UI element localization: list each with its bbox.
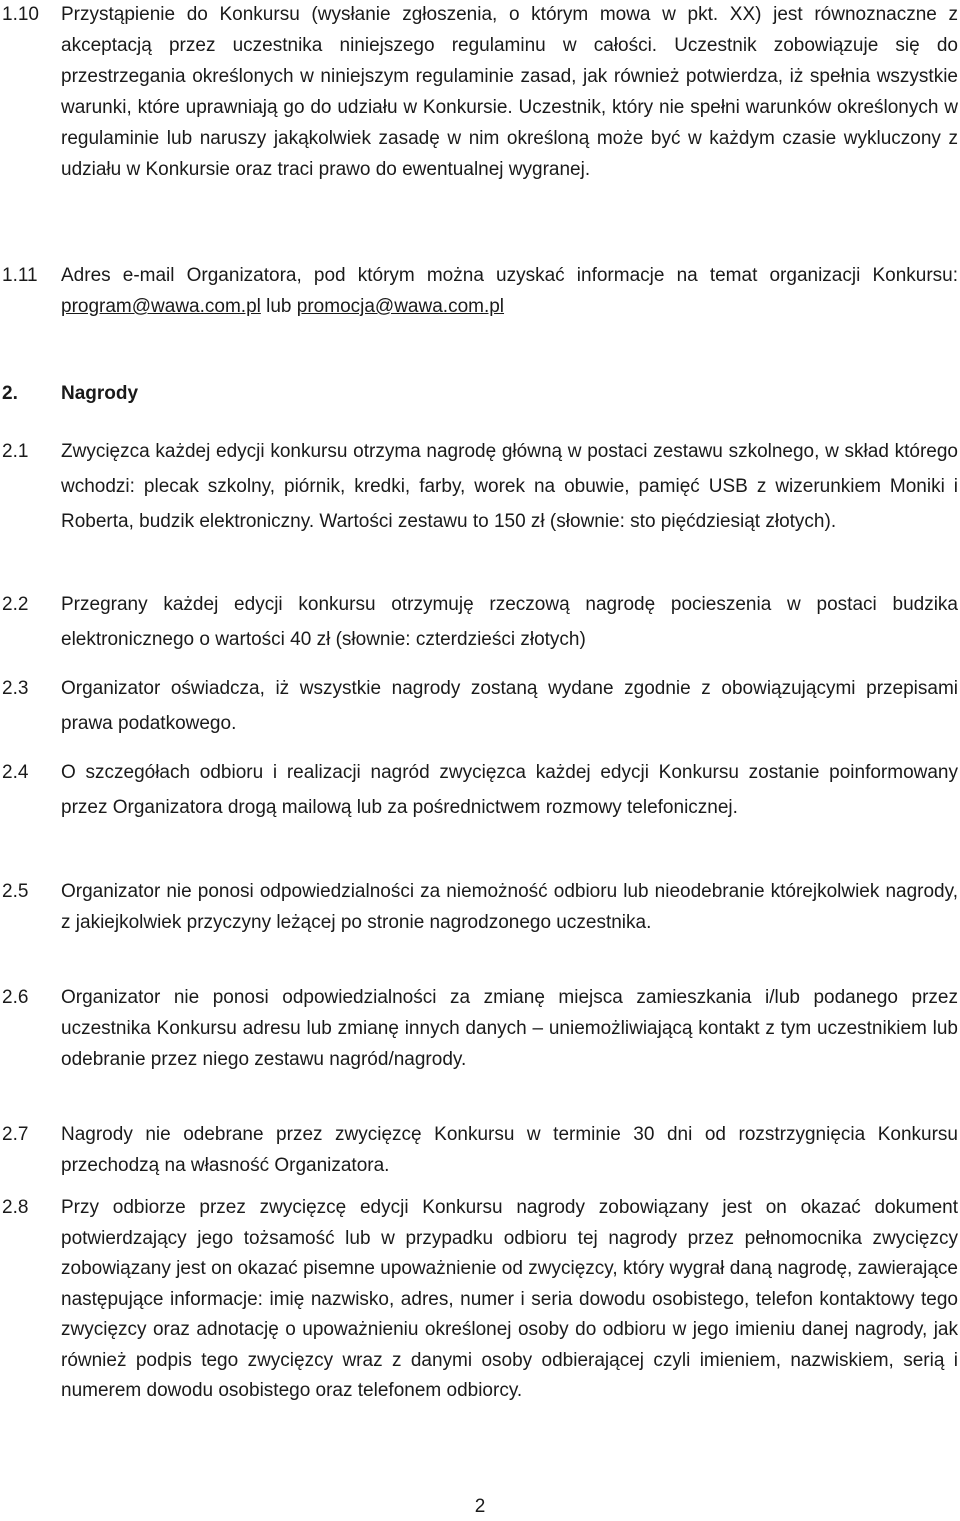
clause-text: Przy odbiorze przez zwycięzcę edycji Konkursu nagrody zobowiązany jest on okazać dokument potwierdzający jego tożsamość lub w przypadku odbioru tej nagrody przez pełnomocnika zwycięzcy zobowiązany jest on okazać pisemne upoważnienie od zwycięzcy, który wygrał daną nagrodę, zawierające następujące informacje: imię nazwisko, adres, numer i seria dowodu osobistego, telefon kontaktowy tego zwycięzcy oraz adnotację o upoważnieniu określonej osoby do odbioru w jego imieniu danej nagrody, jak również podpis tego zwycięzcy wraz z danymi osoby odbierającej czyli imieniem, nazwiskiem, serią i numerem dowodu osobistego oraz telefonem odbiorcy.	[61, 1197, 958, 1401]
clause-2-7	[0, 1119, 960, 1181]
clause-number: 2.8	[2, 1197, 29, 1218]
clause-text: Zwycięzca każdej edycji konkursu otrzyma nagrodę główną w postaci zestawu szkolnego, w skład którego wchodzi: plecak szkolny, piórnik, kredki, farby, worek na obuwie, pamięć USB z wizerunkiem Moniki i Roberta, budzik elektroniczny. Wartości zestawu to 150 zł (słownie: sto pięćdziesiąt złotych).	[61, 441, 958, 532]
email-link-promocja[interactable]: promocja@wawa.com.pl	[296, 296, 505, 317]
clause-number: 1.11	[2, 265, 38, 286]
clause-2-2	[0, 587, 960, 657]
clause-number: 1.10	[2, 4, 39, 25]
clause-2-5	[0, 876, 960, 938]
clause-number: 2.7	[2, 1124, 29, 1145]
clause-text: Organizator oświadcza, iż wszystkie nagrody zostaną wydane zgodnie z obowiązującymi przepisami prawa podatkowego.	[61, 678, 958, 734]
clause-1-10	[0, 0, 960, 185]
section-number: 2.	[2, 383, 18, 404]
clause-2-3	[0, 671, 960, 741]
clause-number: 2.5	[2, 881, 29, 902]
section-heading-nagrody	[2, 378, 138, 409]
clause-text: Przegrany każdej edycji konkursu otrzymuję rzeczową nagrodę pocieszenia w postaci budzika elektronicznego o wartości 40 zł (słownie: czterdzieści złotych)	[61, 594, 958, 650]
page-number: 2	[474, 1496, 486, 1517]
section-title: Nagrody	[61, 383, 139, 404]
clause-number: 2.4	[2, 762, 29, 783]
email-link-program[interactable]: program@wawa.com.pl	[61, 296, 261, 317]
clause-2-1	[0, 434, 960, 539]
clause-number: 2.6	[2, 987, 29, 1008]
clause-text: O szczegółach odbioru i realizacji nagród zwycięzca każdej edycji Konkursu zostanie poinformowany przez Organizatora drogą mailową lub za pośrednictwem rozmowy telefonicznej.	[61, 762, 958, 818]
clause-2-4	[0, 755, 960, 825]
clause-number: 2.1	[2, 441, 29, 462]
clause-text: Nagrody nie odebrane przez zwycięzcę Konkursu w terminie 30 dni od rozstrzygnięcia Konkursu przechodzą na własność Organizatora.	[61, 1124, 958, 1176]
clause-number: 2.3	[2, 678, 29, 699]
clause-number: 2.2	[2, 594, 29, 615]
clause-text: Organizator nie ponosi odpowiedzialności za niemożność odbioru lub nieodebranie którejkolwiek nagrody, z jakiejkolwiek przyczyny leżącej po stronie nagrodzonego uczestnika.	[61, 881, 958, 933]
clause-text: Organizator nie ponosi odpowiedzialności za zmianę miejsca zamieszkania i/lub podanego przez uczestnika Konkursu adresu lub zmianę innych danych – uniemożliwiającą kontakt z tym uczestnikiem lub odebranie przez niego zestawu nagród/nagrody.	[61, 987, 958, 1070]
clause-2-6	[0, 982, 960, 1075]
clause-text: Przystąpienie do Konkursu (wysłanie zgłoszenia, o którym mowa w pkt. XX) jest równoznaczne z akceptacją przez uczestnika niniejszego regulaminu w całości. Uczestnik zobowiązuje się do przestrzegania określonych w niniejszym regulaminie zasad, jak również potwierdza, iż spełnia wszystkie warunki, które uprawniają go do udziału w Konkursie. Uczestnik, który nie spełni warunków określonych w regulaminie lub naruszy jakąkolwiek zasadę w nim określoną może być w każdym czasie wykluczony z udziału w Konkursie oraz traci prawo do ewentualnej wygranej.	[61, 4, 958, 180]
clause-text-intro: Adres e-mail Organizatora, pod którym można uzyskać informacje na temat organizacji Konkursu:	[61, 265, 958, 286]
clause-1-11	[0, 260, 960, 322]
clause-2-8	[0, 1193, 960, 1407]
email-joiner: lub	[266, 296, 292, 317]
clause-text	[61, 260, 958, 322]
